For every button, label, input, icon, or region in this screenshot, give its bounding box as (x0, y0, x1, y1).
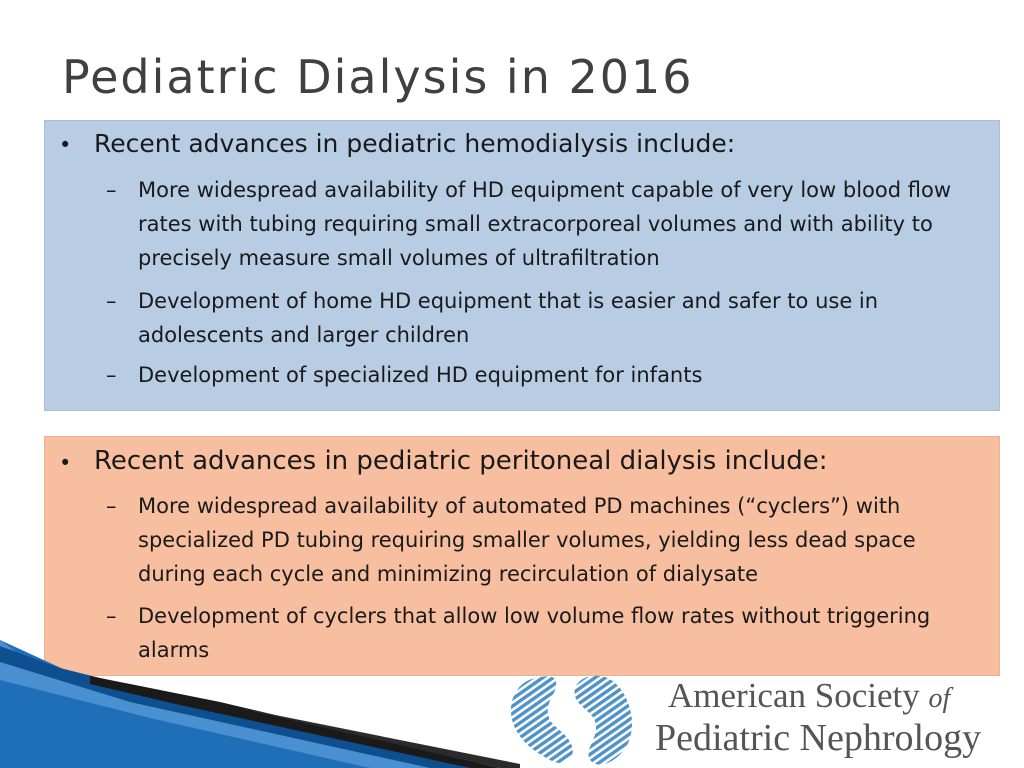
decorative-swoosh (0, 640, 520, 768)
peritoneal-subitem-text: More widespread availability of automated PD machines (“cyclers”) with specialized PD tubing requiring smaller volumes, yielding less dead space during each cycle and minimizing recirculation of dialysate (138, 494, 916, 586)
hemodialysis-subitem (106, 358, 988, 392)
dash-icon: – (106, 604, 117, 628)
hemodialysis-subitem-text: Development of home HD equipment that is easier and safer to use in adolescents and larger children (138, 289, 879, 347)
peritoneal-heading: Recent advances in pediatric peritoneal dialysis include: (94, 446, 828, 476)
peritoneal-subitem-text: Development of cyclers that allow low volume flow rates without triggering alarms (138, 604, 931, 662)
bullet-icon: • (59, 133, 72, 157)
hemodialysis-subitem-text: More widespread availability of HD equipment capable of very low blood flow rates with tubing requiring small extracorporeal volumes and with ability to precisely measure small volumes of ultrafiltration (138, 178, 952, 270)
hemodialysis-heading: Recent advances in pediatric hemodialysis include: (94, 129, 736, 158)
dash-icon: – (106, 494, 117, 518)
logo-text-line2: Pediatric Nephrology (655, 717, 982, 759)
logo-society-text: American Society (668, 676, 920, 715)
dash-icon: – (106, 178, 117, 202)
peritoneal-subitem (106, 489, 988, 591)
kidney-stripes-logo-icon (506, 672, 638, 768)
hemodialysis-subitem (106, 284, 988, 352)
hemodialysis-subitem-text: Development of specialized HD equipment for infants (138, 363, 703, 387)
logo-of-text: of (928, 683, 951, 714)
dash-icon: – (106, 363, 117, 387)
hemodialysis-box (44, 120, 1000, 411)
logo-text-line1 (668, 676, 950, 716)
dash-icon: – (106, 289, 117, 313)
bullet-icon: • (59, 451, 72, 475)
slide-title: Pediatric Dialysis in 2016 (62, 50, 694, 104)
hemodialysis-subitem (106, 173, 988, 275)
